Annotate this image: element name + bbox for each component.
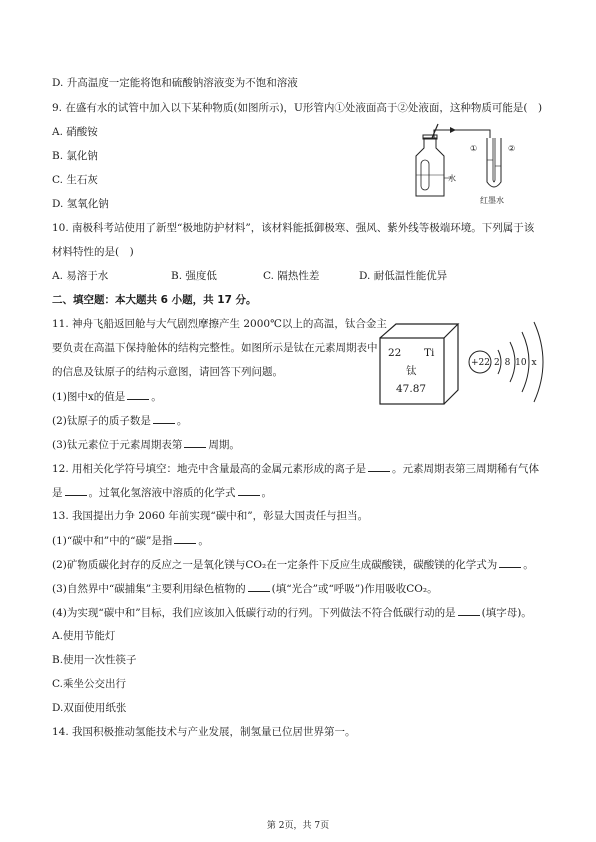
answer-blank [153,413,175,424]
page-footer: 第 2页，共 7页 [266,821,330,831]
answer-blank [499,557,521,568]
q9-option-b: B. 氯化钠 [52,150,98,162]
answer-blank [174,533,196,544]
q10-stem-line2: 材料特性的是( ) [52,246,134,258]
q8-option-d: D. 升高温度一定能将饱和硫酸钠溶液变为不饱和溶液 [52,77,298,89]
q13-option-c: C.乘坐公交出行 [52,678,126,690]
q11-stem-line3: 的信息及钛原子的结构示意图，请回答下列问题。 [52,366,283,378]
q12-line1: 12. 用相关化学符号填空：地壳中含量最高的金属元素形成的离子是 。元素周期表第三周期稀有气体 [52,463,540,475]
q13-part4: (4)为实现“碳中和”目标，我们应该加入低碳行动的行列。下列做法不符合低碳行动的是 (填字母)。 [52,607,532,619]
answer-blank [238,485,260,496]
answer-blank [184,437,206,448]
answer-blank [368,461,390,472]
section-heading-fill-in: 二、填空题：本大题共 6 小题，共 17 分。 [52,294,257,306]
q13-option-a: A.使用节能灯 [52,630,116,642]
q13-part3: (3)自然界中“碳捕集”主要利用绿色植物的 (填“光合”或“呼吸”)作用吸收CO₂。 [52,583,438,595]
label-2: ② [508,144,516,153]
element-atomic-number: 22 [388,347,402,359]
label-water: 水 [448,174,456,183]
element-name: 钛 [406,365,417,377]
label-red-ink: 红墨水 [480,196,504,205]
q9-stem: 9. 在盛有水的试管中加入以下某种物质(如图所示)，U形管内①处液面高于②处液面，这种物质可能是( ) [52,102,543,114]
q11-part1: (1)图中x的值是 。 [52,391,162,403]
q10-option-d: D. 耐低温性能优异 [359,270,448,282]
q13-part1: (1)“碳中和”中的“碳”是指 。 [52,535,209,547]
q14-stem: 14. 我国积极推动氢能技术与产业发展，制氢量已位居世界第一。 [52,726,356,738]
q13-part2: (2)矿物质碳化封存的反应之一是氧化镁与CO₂在一定条件下反应生成碳酸镁，碳酸镁的化学式为 。 [52,559,534,571]
q13-option-d: D.双面使用纸张 [52,702,127,714]
atom-nucleus-label: +22 [471,358,490,368]
element-mass: 47.87 [396,383,427,395]
apparatus-figure [394,120,524,200]
q13-option-b: B.使用一次性筷子 [52,654,137,666]
q10-option-b: B. 强度低 [171,270,217,282]
q11-stem-line1: 11. 神舟飞船返回舱与大气剧烈摩擦产生 2000℃以上的高温，钛合金主 [52,318,387,330]
answer-blank [127,389,149,400]
answer-blank [65,485,87,496]
q10-option-a: A. 易溶于水 [52,270,109,282]
q13-stem: 13. 我国提出力争 2060 年前实现“碳中和”，彰显大国责任与担当。 [52,510,369,522]
q11-stem-line2: 要负责在高温下保持舱体的结构完整性。如图所示是钛在元素周期表中 [52,342,378,354]
q11-part2: (2)钛原子的质子数是 。 [52,415,188,427]
answer-blank [458,605,480,616]
q9-option-d: D. 氢氧化钠 [52,198,109,210]
q9-option-c: C. 生石灰 [52,174,98,186]
q11-part3: (3)钛元素位于元素周期表第 周期。 [52,439,240,451]
label-1: ① [470,144,478,153]
q10-option-c: C. 隔热性差 [263,270,320,282]
element-symbol: Ti [424,347,435,359]
answer-blank [248,581,270,592]
q10-stem-line1: 10. 南极科考站使用了新型“极地防护材料”，该材料能抵御极寒、强风、紫外线等极端环境。下列属于该 [52,222,535,234]
q12-line2: 是 。过氧化氢溶液中溶质的化学式 。 [52,487,272,499]
q9-option-a: A. 硝酸铵 [52,126,98,138]
atom-shells-label: 2 8 10 x [494,358,537,368]
